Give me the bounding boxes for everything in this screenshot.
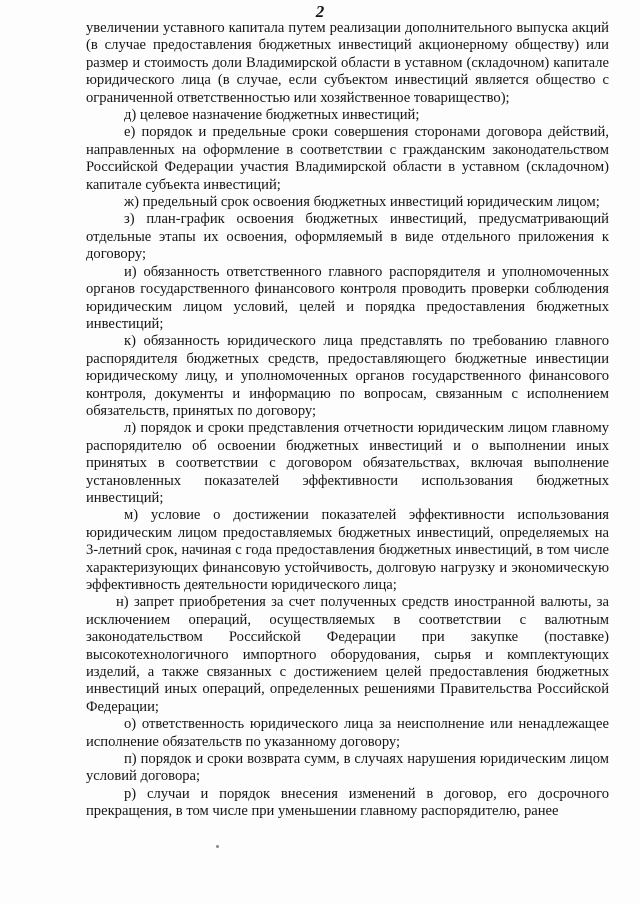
paragraph-item-n: н) запрет приобретения за счет полученных средств иностранной валюты, за исключением операций, осуществляемых в соответствии с валютным законодательством Российской Федерации при закупке (поставке) высокотехнологичного импортного оборудования, сырья и комплектующих изделий, а также связанных с достижением целей предоставления бюджетных инвестиций иных операций, определенных решениями Правительства Российской Федерации; (86, 594, 609, 715)
paragraph-item-l: л) порядок и сроки представления отчетности юридическим лицом главному распорядителю об освоении бюджетных инвестиций и о выполнении иных принятых в соответствии с договором обязательствах, включая выполнение установленных показателей эффективности использования бюджетных инвестиций; (86, 420, 609, 506)
paragraph-item-r: р) случаи и порядок внесения изменений в договор, его досрочного прекращения, в том числе при уменьшении главному распорядителю, ранее (86, 785, 609, 820)
paragraph-item-k: к) обязанность юридического лица представлять по требованию главного распорядителя бюджетных средств, предоставляющего бюджетные инвестиции юридическому лицу, и уполномоченных органов государственного финансового контроля, документы и информацию по вопросам, связанным с исполнением обязательств, принятых по договору; (86, 333, 609, 419)
document-body (86, 20, 609, 821)
paragraph-item-zh: ж) предельный срок освоения бюджетных инвестиций юридическим лицом; (124, 194, 600, 211)
paragraph-item-e: е) порядок и предельные сроки совершения сторонами договора действий, направленных на оформление в соответствии с гражданским законодательством Российской Федерации участия Владимирской области в уставном (складочном) капитале субъекта инвестиций; (86, 124, 609, 193)
paragraph-item-p: п) порядок и сроки возврата сумм, в случаях нарушения юридическим лицом условий договора; (86, 751, 609, 785)
paragraph-item-d: д) целевое назначение бюджетных инвестиций; (124, 107, 420, 124)
page-number: 2 (315, 2, 325, 21)
paragraph-item-m: м) условие о достижении показателей эффективности использования юридическим лицом предоставляемых бюджетных инвестиций, определяемых на 3-летний срок, начиная с года предоставления бюджетных инвестиций, в том числе характеризующих финансовую устойчивость, долговую нагрузку и экономическую эффективность деятельности юридического лица; (86, 507, 609, 593)
paragraph-item-o: о) ответственность юридического лица за неисполнение или ненадлежащее исполнение обязательств по указанному договору; (86, 716, 609, 750)
scan-speck (216, 845, 219, 848)
paragraph-continuation: увеличении уставного капитала путем реализации дополнительного выпуска акций (в случае предоставления бюджетных инвестиций акционерному обществу) или размер и стоимость доли Владимирской области в уставном (складочном) капитале юридического лица (в случае, если субъектом инвестиций является общество с ограниченной ответственностью или хозяйственное товарищество); (86, 20, 609, 106)
paragraph-item-i: и) обязанность ответственного главного распорядителя и уполномоченных органов государственного финансового контроля проводить проверки соблюдения юридическим лицом условий, целей и порядка предоставления бюджетных инвестиций; (86, 263, 609, 332)
paragraph-item-z: з) план-график освоения бюджетных инвестиций, предусматривающий отдельные этапы их освоения, оформляемый в виде отдельного приложения к договору; (86, 211, 609, 263)
